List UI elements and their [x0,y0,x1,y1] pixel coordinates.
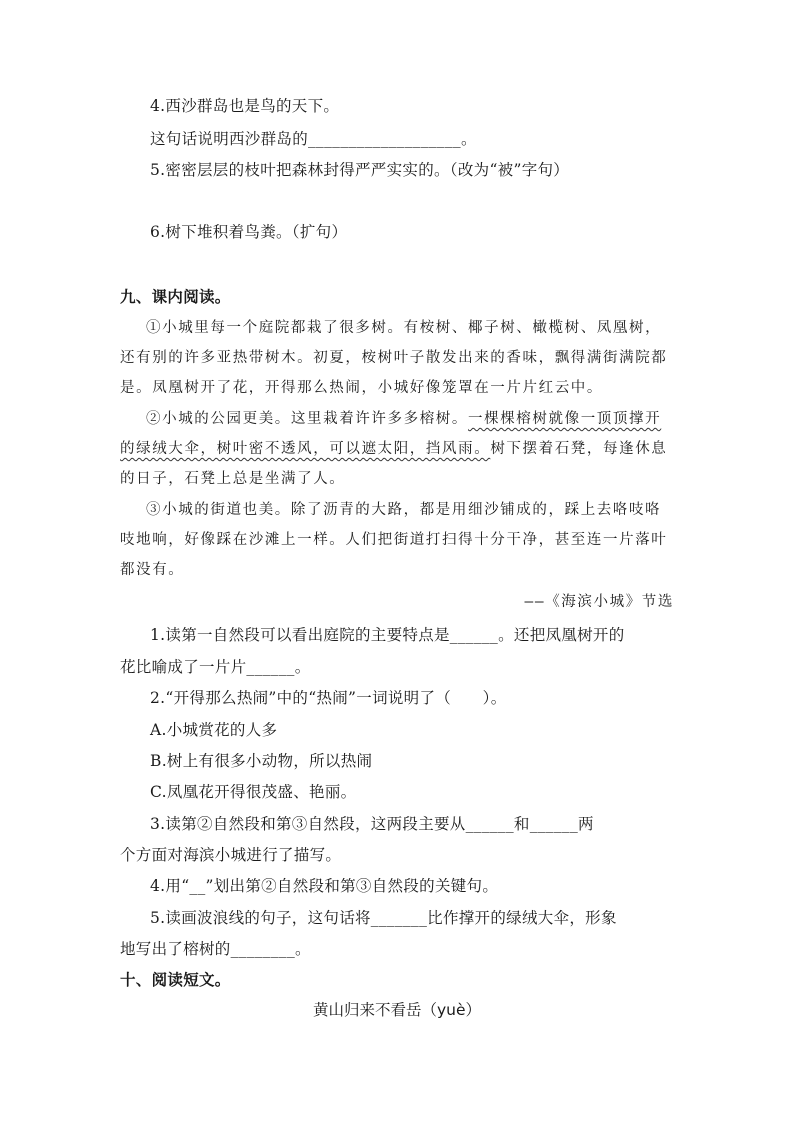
passage-p3-line2: 吱地响，好像踩在沙滩上一样。人们把街道打扫得十分干净，甚至连一片落叶 [120,532,668,548]
q4-stem: 4.西沙群岛也是鸟的天下。 [150,97,340,115]
reading-q3-line2: 个方面对海滨小城进行了描写。 [120,846,342,864]
passage-p3-line1: ③小城的街道也美。除了沥青的大路，都是用细沙铺成的，踩上去咯吱咯 [146,502,662,518]
reading-q1-line2: 花比喻成了一片片______。 [120,658,311,676]
reading-q2-option-a: A.小城赏花的人多 [150,721,278,739]
q5-stem: 5.密密层层的枝叶把森林封得严严实实的。（改为“被”字句） [150,161,570,179]
reading-q2: 2.“开得那么热闹”中的“热闹”一词说明了（ ）。 [150,689,507,707]
reading-q4: 4.用“__”划出第②自然段和第③自然段的关键句。 [150,877,499,895]
passage-p1-line2: 还有别的许多亚热带树木。初夏，桉树叶子散发出来的香味，飘得满街满院都 [120,350,668,366]
wavy-underlined-sentence-part1: 一棵棵榕树就像一顶顶撑开 [468,411,662,427]
reading-q5-line2: 地写出了榕树的________。 [120,940,311,958]
section10-title: 十、阅读短文。 [120,971,231,989]
q4-fill-blank: 这句话说明西沙群岛的___________________。 [150,130,477,148]
article-title: 黄山归来不看岳（yuè） [312,1001,482,1019]
section9-title: 九、课内阅读。 [120,288,231,306]
reading-q2-option-b: B.树上有很多小动物，所以热闹 [150,752,373,770]
passage-p2-line3: 的日子，石凳上总是坐满了人。 [120,471,346,487]
passage-p2-line1-plain: ②小城的公园更美。这里栽着许许多多榕树。 [146,411,468,427]
passage-p2-line2-plain: 树下摆着石凳，每逢休息 [490,441,668,457]
passage-p1-line1: ①小城里每一个庭院都栽了很多树。有桉树、椰子树、橄榄树、凤凰树， [146,320,662,336]
wavy-underlined-sentence-part2: 的绿绒大伞，树叶密不透风，可以遮太阳，挡风雨。 [120,441,491,457]
q6-stem: 6.树下堆积着鸟粪。（扩句） [150,223,348,241]
reading-q2-option-c: C.凤凰花开得很茂盛、艳丽。 [150,783,357,801]
passage-p2-line2 [120,439,667,459]
passage-p3-line3: 都没有。 [120,562,185,578]
reading-q3-line1: 3.读第②自然段和第③自然段，这两段主要从______和______两 [150,815,594,833]
passage-p1-line3: 是。凤凰树开了花，开得那么热闹，小城好像笼罩在一片片红云中。 [120,380,603,396]
passage-source: ——《海滨小城》节选 [524,594,674,610]
reading-q5-line1: 5.读画波浪线的句子，这句话将_______比作撑开的绿绒大伞，形象 [150,909,617,927]
reading-q1-line1: 1.读第一自然段可以看出庭院的主要特点是______。还把凤凰树开的 [150,626,625,644]
passage-p2-line1 [146,409,661,429]
